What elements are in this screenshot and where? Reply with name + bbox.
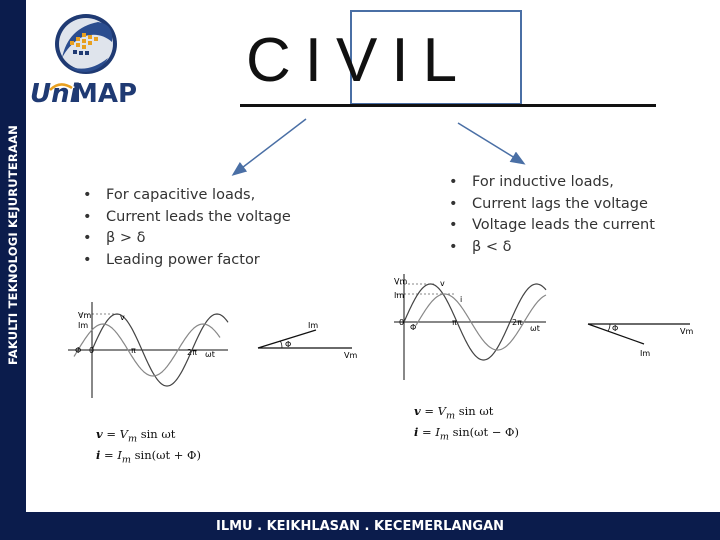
- phi-label: Φ: [410, 323, 417, 332]
- arrow-left: [234, 119, 306, 174]
- bullet-item: • Current leads the voltage: [79, 207, 291, 229]
- phasor-i-label: Im: [308, 321, 319, 330]
- capacitive-formulas: [96, 426, 201, 469]
- v-label: v: [440, 279, 445, 288]
- origin-label: 0: [89, 346, 95, 355]
- vm-label: Vm: [78, 311, 92, 320]
- inductive-phasor: [582, 310, 697, 365]
- wt-label: ωt: [530, 324, 540, 333]
- bullet-item: • Leading power factor: [79, 250, 291, 272]
- wt-label: ωt: [205, 350, 215, 359]
- capacitive-phasor: [252, 318, 362, 368]
- bullet-item: • For inductive loads,: [445, 172, 655, 194]
- arrow-right: [458, 123, 523, 163]
- phasor-v-label: Vm: [344, 351, 358, 360]
- phasor-phi-label: Φ: [285, 340, 292, 349]
- im-label: Im: [78, 321, 89, 330]
- vm-label: Vm: [394, 277, 408, 286]
- v-label: v: [120, 313, 125, 322]
- formula-current: $i = I_m$ sin(ωt − Φ): [414, 425, 519, 443]
- bullet-item: • β > δ: [79, 228, 291, 250]
- inductive-bullets: [445, 172, 655, 258]
- bullet-item: • β < δ: [445, 237, 655, 259]
- bullet-item: • Current lags the voltage: [445, 194, 655, 216]
- i-label: i: [460, 295, 463, 304]
- pi-label: π: [452, 318, 457, 327]
- bullet-item: • For capacitive loads,: [79, 185, 291, 207]
- footer-band: [0, 512, 720, 540]
- formula-current: $i = I_m$ sin(ωt + Φ): [96, 448, 201, 466]
- pi-label: π: [131, 346, 136, 355]
- page-title: CIVIL: [246, 26, 472, 95]
- phasor-i-label: Im: [640, 349, 651, 358]
- capacitive-bullets: [79, 185, 291, 271]
- logo-wordmark-map: MAP: [72, 79, 138, 109]
- footer-motto: ILMU . KEIKHLASAN . KECEMERLANGAN: [215, 519, 505, 534]
- origin-label: 0: [399, 318, 405, 327]
- bullet-item: • Voltage leads the current: [445, 215, 655, 237]
- logo-wordmark: Uni: [30, 79, 79, 109]
- im-label: Im: [394, 291, 405, 300]
- formula-voltage: $v = V_m$ sin ωt: [414, 404, 494, 422]
- capacitive-waveform: [60, 300, 230, 400]
- faculty-label: FAKULTI TEKNOLOGI KEJURUTERAAN: [6, 124, 20, 366]
- formula-voltage: $v = V_m$ sin ωt: [96, 427, 176, 445]
- inductive-formulas: [414, 403, 519, 446]
- two-pi-label: 2π: [187, 348, 197, 357]
- phasor-v-label: Vm: [680, 327, 694, 336]
- phasor-phi-label: Φ: [612, 324, 619, 333]
- phi-label: Φ: [75, 346, 82, 355]
- inductive-waveform: [390, 272, 560, 382]
- two-pi-label: 2π: [512, 318, 522, 327]
